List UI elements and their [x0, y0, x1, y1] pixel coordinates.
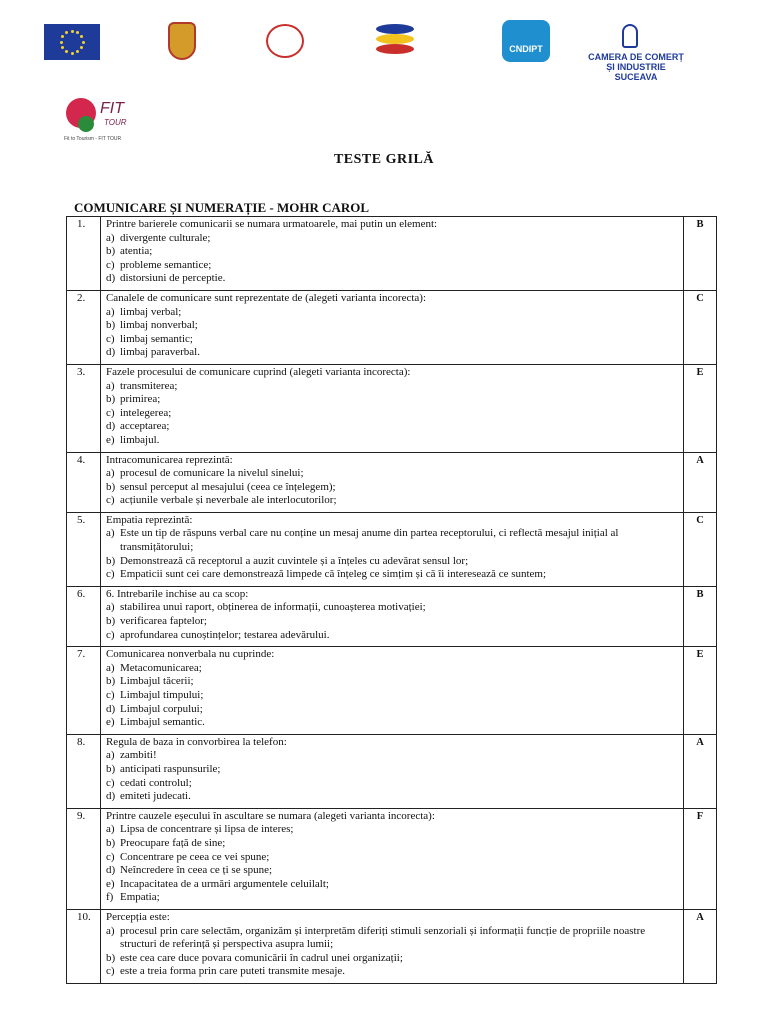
question-text: Regula de baza in convorbirea la telefon: — [105, 735, 287, 748]
option-text: Este un tip de răspuns verbal care nu conține un mesaj anume din partea receptorului, ci reflectă mesajul inițial al transmițătorului; — [119, 527, 619, 554]
correct-answer: E — [684, 647, 717, 735]
option-text: Lipsa de concentrare și lipsa de interes; — [119, 823, 294, 836]
option-letter: c) — [105, 965, 115, 978]
option-letter: a) — [105, 924, 115, 937]
answer-option — [106, 952, 679, 966]
document-title: TESTE GRILĂ — [333, 152, 435, 167]
question-number: 8. — [67, 734, 101, 808]
table-row — [67, 808, 717, 909]
camera-comert-name: CAMERA DE COMERȚ ȘI INDUSTRIE SUCEAVA — [588, 52, 684, 82]
answer-option — [106, 232, 679, 246]
table-row — [67, 586, 717, 646]
option-text: Limbajul semantic. — [119, 716, 205, 729]
answer-option — [106, 823, 679, 837]
answer-option — [106, 716, 679, 730]
option-letter: e) — [105, 433, 115, 446]
table-row — [67, 909, 717, 983]
answer-option — [106, 481, 679, 495]
option-text: anticipati raspunsurile; — [119, 762, 221, 775]
question-number: 5. — [67, 512, 101, 586]
question-cell — [100, 512, 683, 586]
question-cell — [100, 647, 683, 735]
question-cell — [100, 364, 683, 452]
answer-option — [106, 965, 679, 979]
answer-option — [106, 615, 679, 629]
option-letter: c) — [105, 776, 115, 789]
option-text: limbaj semantic; — [119, 332, 193, 345]
eu-star-icon — [61, 46, 64, 49]
option-letter: a) — [105, 527, 115, 540]
quiz-table-body — [67, 217, 717, 984]
option-text: verificarea faptelor; — [119, 615, 207, 628]
question-cell — [100, 217, 683, 291]
answer-option — [106, 703, 679, 717]
question-cell — [100, 909, 683, 983]
option-letter: c) — [105, 494, 115, 507]
option-letter: d) — [105, 702, 116, 715]
answer-option — [106, 749, 679, 763]
option-text: procesul de comunicare la nivelul sinelui; — [119, 467, 304, 480]
option-letter: a) — [105, 305, 115, 318]
eu-star-icon — [76, 31, 79, 34]
option-text: acceptarea; — [119, 420, 170, 433]
option-letter: b) — [105, 675, 116, 688]
option-text: primirea; — [119, 393, 161, 406]
answer-option — [106, 272, 679, 286]
answer-option — [106, 777, 679, 791]
option-letter: c) — [105, 850, 115, 863]
option-letter: a) — [105, 231, 115, 244]
eu-star-icon — [65, 31, 68, 34]
option-letter: d) — [105, 790, 116, 803]
option-text: intelegerea; — [119, 406, 172, 419]
table-row — [67, 290, 717, 364]
question-text: Empatia reprezintă: — [105, 513, 193, 526]
correct-answer: A — [684, 909, 717, 983]
fit-tagline: Fit to Tourism - FIT TOUR — [64, 136, 122, 142]
option-letter: b) — [105, 480, 116, 493]
option-text: zambiti! — [119, 749, 157, 762]
eu-star-icon — [82, 41, 85, 44]
fse-logo — [266, 24, 304, 58]
option-text: Metacomunicarea; — [119, 661, 202, 674]
option-text: acțiunile verbale și neverbale ale interlocutorilor; — [119, 494, 337, 507]
eu-flag-logo — [44, 24, 100, 60]
option-letter: b) — [105, 762, 116, 775]
section-title: COMUNICARE ȘI NUMERAȚIE - MOHR CAROL — [74, 200, 370, 215]
tour-word: TOUR — [104, 118, 127, 127]
option-text: Concentrare pe ceea ce vei spune; — [119, 850, 270, 863]
option-letter: d) — [105, 346, 116, 359]
option-text: Limbajul corpului; — [119, 702, 203, 715]
option-text: Empaticii sunt cei care demonstrează limpede că înțeleg ce simțim și că îi interesează ce suntem; — [119, 568, 547, 581]
answer-option — [106, 851, 679, 865]
answer-option — [106, 864, 679, 878]
question-cell — [100, 586, 683, 646]
question-number: 4. — [67, 452, 101, 512]
question-number: 3. — [67, 364, 101, 452]
answer-option — [106, 333, 679, 347]
option-text: Demonstrează că receptorul a auzit cuvintele și a înțeles cu adevărat sensul lor; — [119, 554, 469, 567]
answer-option — [106, 689, 679, 703]
fit-mark-dot-icon — [78, 116, 94, 132]
option-text: Empatia; — [119, 891, 160, 904]
table-row — [67, 217, 717, 291]
option-letter: a) — [105, 749, 115, 762]
question-number: 1. — [67, 217, 101, 291]
partner-logos-bar — [0, 0, 768, 92]
answer-option — [106, 527, 679, 554]
option-letter: c) — [105, 689, 115, 701]
option-text: cedati controlul; — [119, 776, 192, 789]
answer-option — [106, 306, 679, 320]
answer-option — [106, 601, 679, 615]
option-text: probleme semantice; — [119, 258, 212, 271]
option-text: limbaj verbal; — [119, 305, 182, 318]
answer-option — [106, 891, 679, 905]
answer-option — [106, 675, 679, 689]
correct-answer: E — [684, 364, 717, 452]
question-text: 6. Intrebarile inchise au ca scop: — [105, 587, 249, 600]
option-text: este a treia forma prin care puteti transmite mesaje. — [119, 965, 346, 978]
fit-tour-logo — [64, 96, 144, 146]
fit-word: FIT — [100, 100, 124, 117]
option-letter: d) — [105, 272, 116, 285]
option-text: Limbajul timpului; — [119, 689, 204, 701]
option-letter: b) — [105, 615, 116, 628]
quiz-table — [66, 216, 717, 984]
option-letter: f) — [105, 891, 114, 904]
answer-option — [106, 790, 679, 804]
correct-answer: B — [684, 586, 717, 646]
answer-option — [106, 629, 679, 643]
eu-star-icon — [76, 50, 79, 53]
option-letter: c) — [105, 406, 115, 419]
question-text: Printre cauzele eșecului în ascultare se numara (alegeti varianta incorecta): — [105, 809, 435, 822]
answer-option — [106, 568, 679, 582]
option-text: procesul prin care selectăm, organizăm și interpretăm diferiți stimuli senzoriali și informații funcție de propriile noastre structuri de referință și perspectiva asupra lumii; — [119, 924, 646, 951]
option-text: atentia; — [119, 245, 153, 258]
answer-option — [106, 837, 679, 851]
romania-crest-logo — [168, 22, 196, 60]
eu-star-icon — [71, 30, 74, 33]
answer-option — [106, 555, 679, 569]
option-letter: b) — [105, 836, 116, 849]
cndipt-label: CNDIPT — [509, 44, 543, 54]
option-text: Incapacitatea de a urmări argumentele celuilalt; — [119, 877, 329, 890]
question-number: 2. — [67, 290, 101, 364]
question-cell — [100, 452, 683, 512]
answer-option — [106, 878, 679, 892]
eu-star-icon — [60, 41, 63, 44]
option-text: sensul perceput al mesajului (ceea ce înțelegem); — [119, 480, 336, 493]
cndipt-logo — [502, 20, 550, 62]
question-number: 7. — [67, 647, 101, 735]
correct-answer: A — [684, 734, 717, 808]
question-cell — [100, 734, 683, 808]
question-cell — [100, 290, 683, 364]
answer-option — [106, 245, 679, 259]
option-text: aprofundarea cunoștințelor; testarea adevărului. — [119, 628, 330, 641]
table-row — [67, 512, 717, 586]
option-letter: e) — [105, 716, 115, 729]
option-letter: b) — [105, 319, 116, 332]
option-text: divergente culturale; — [119, 231, 211, 244]
option-letter: a) — [105, 823, 115, 836]
answer-option — [106, 346, 679, 360]
question-number: 10. — [67, 909, 101, 983]
correct-answer: A — [684, 452, 717, 512]
option-letter: a) — [105, 467, 115, 480]
option-letter: c) — [105, 332, 115, 345]
answer-option — [106, 494, 679, 508]
option-letter: b) — [105, 951, 116, 964]
option-letter: c) — [105, 568, 115, 581]
option-text: Limbajul tăcerii; — [119, 675, 194, 688]
option-letter: b) — [105, 245, 116, 258]
option-letter: c) — [105, 258, 115, 271]
option-text: limbaj paraverbal. — [119, 346, 200, 359]
answer-option — [106, 393, 679, 407]
correct-answer: F — [684, 808, 717, 909]
option-text: Preocupare față de sine; — [119, 836, 226, 849]
option-letter: a) — [105, 661, 115, 674]
eu-star-icon — [80, 46, 83, 49]
answer-option — [106, 662, 679, 676]
question-text: Intracomunicarea reprezintă: — [105, 453, 233, 466]
instrumente-structurale-logo — [372, 20, 418, 60]
option-text: Neîncredere în ceea ce ți se spune; — [119, 864, 273, 877]
answer-option — [106, 434, 679, 448]
question-text: Fazele procesului de comunicare cuprind (alegeti varianta incorecta): — [105, 365, 411, 378]
answer-option — [106, 467, 679, 481]
option-text: este cea care duce povara comunicării în cadrul unei organizații; — [119, 951, 403, 964]
option-letter: b) — [105, 393, 116, 406]
correct-answer: C — [684, 290, 717, 364]
option-text: transmiterea; — [119, 379, 178, 392]
option-letter: d) — [105, 420, 116, 433]
table-row — [67, 734, 717, 808]
option-text: distorsiuni de perceptie. — [119, 272, 226, 285]
eu-star-icon — [71, 52, 74, 55]
question-text: Canalele de comunicare sunt reprezentate de (alegeti varianta incorecta): — [105, 291, 427, 304]
option-letter: a) — [105, 601, 115, 614]
answer-option — [106, 259, 679, 273]
option-letter: a) — [105, 379, 115, 392]
answer-option — [106, 763, 679, 777]
question-number: 9. — [67, 808, 101, 909]
option-text: emiteti judecati. — [119, 790, 191, 803]
table-row — [67, 364, 717, 452]
option-text: limbajul. — [119, 433, 160, 446]
option-text: stabilirea unui raport, obținerea de informații, cunoașterea motivației; — [119, 601, 426, 614]
answer-option — [106, 420, 679, 434]
answer-option — [106, 319, 679, 333]
answer-option — [106, 380, 679, 394]
question-number: 6. — [67, 586, 101, 646]
correct-answer: C — [684, 512, 717, 586]
table-row — [67, 452, 717, 512]
answer-option — [106, 407, 679, 421]
table-row — [67, 647, 717, 735]
correct-answer: B — [684, 217, 717, 291]
option-letter: e) — [105, 877, 115, 890]
question-cell — [100, 808, 683, 909]
option-text: limbaj nonverbal; — [119, 319, 198, 332]
question-text: Comunicarea nonverbala nu cuprinde: — [105, 648, 275, 661]
eu-star-icon — [80, 35, 83, 38]
question-text: Printre barierele comunicarii se numara urmatoarele, mai putin un element: — [105, 218, 438, 230]
option-letter: d) — [105, 864, 116, 877]
eu-star-icon — [65, 50, 68, 53]
option-letter: c) — [105, 628, 115, 641]
answer-option — [106, 925, 679, 952]
eu-star-icon — [61, 35, 64, 38]
camera-comert-emblem-icon — [622, 24, 638, 48]
question-text: Percepția este: — [105, 910, 170, 923]
option-letter: b) — [105, 554, 116, 567]
